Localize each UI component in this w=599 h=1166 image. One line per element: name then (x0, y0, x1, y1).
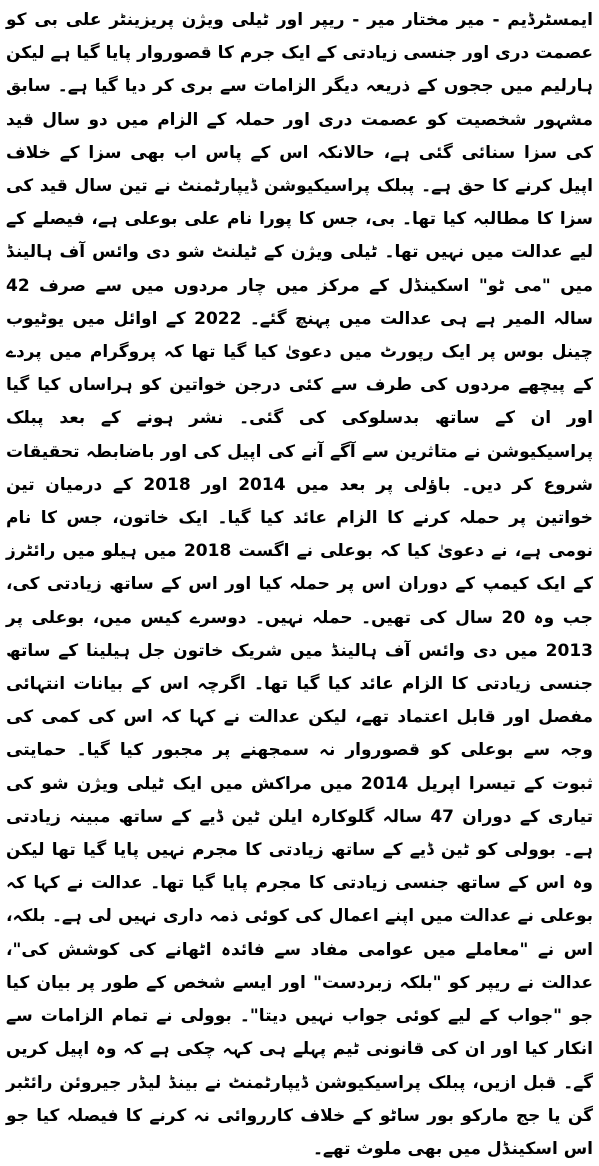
article-body-text: ایمسٹرڈیم - میر مختار میر - ریپر اور ٹیلی ویژن پریزینٹر علی بی کو عصمت دری اور جنسی زیادتی کے ایک جرم کا قصوروار پایا گیا ہے لیکن ہارلیم میں ججوں کے ذریعہ دیگر الزامات سے بری کر دیا گیا ہے۔ سابق مشہور شخصیت کو عصمت دری اور حملہ کے الزام میں دو سال قید کی سزا سنائی گئی ہے، حالانکہ اس کے پاس اب بھی سزا کے خلاف اپیل کرنے کا حق ہے۔ پبلک پراسیکیوشن ڈیپارٹمنٹ نے تین سال قید کی سزا کا مطالبہ کیا تھا۔ بی، جس کا پورا نام علی بوعلی ہے، فیصلے کے لیے عدالت میں نہیں تھا۔ ٹیلی ویژن کے ٹیلنٹ شو دی وائس آف ہالینڈ میں "می ٹو" اسکینڈل کے مرکز میں چار مردوں میں سے صرف 42 سالہ المیر ہے ہی عدالت میں پہنچ گئے۔ 2022 کے اوائل میں یوٹیوب چینل بوس پر ایک رپورٹ میں دعویٰ کیا گیا تھا کہ پروگرام میں پردے کے پیچھے مردوں کی طرف سے کئی درجن خواتین کو ہراساں کیا گیا اور ان کے ساتھ بدسلوکی کی گئی۔ نشر ہونے کے بعد پبلک پراسیکیوشن نے متاثرین سے آگے آنے کی اپیل کی اور باضابطہ تحقیقات شروع کر دیں۔ باؤلی پر بعد میں 2014 اور 2018 کے درمیان تین خواتین پر حملہ کرنے کا الزام عائد کیا گیا۔ ایک خاتون، جس کا نام نومی ہے، نے دعویٰ کیا کہ بوعلی نے اگست 2018 میں ہیلو میں رائٹرز کے ایک کیمپ کے دوران اس پر حملہ کیا اور اس کے ساتھ زیادتی کی، جب وہ 20 سال کی تھیں۔ حملہ نہیں۔ دوسرے کیس میں، بوعلی پر 2013 میں دی وائس آف ہالینڈ میں شریک خاتون جل ہیلینا کے ساتھ جنسی زیادتی کا الزام عائد کیا گیا تھا۔ اگرچہ اس کے بیانات انتہائی مفصل اور قابل اعتماد تھے، لیکن عدالت نے کہا کہ اس کی کمی کی وجہ سے بوعلی کو قصوروار نہ سمجھنے پر مجبور کیا گیا۔ حمایتی ثبوت کے تیسرا اپریل 2014 میں مراکش میں ایک ٹیلی ویژن شو کی تیاری کے دوران 47 سالہ گلوکارہ ایلن ٹین ڈیے کے ساتھ مبینہ زیادتی ہے۔ بوولی کو ٹین ڈیے کے ساتھ زیادتی کا مجرم نہیں پایا گیا تھا لیکن وہ اس کے ساتھ جنسی زیادتی کا مجرم پایا گیا تھا۔ عدالت نے کہا کہ بوعلی نے عدالت میں اپنے اعمال کی کوئی ذمہ داری نہیں لی ہے۔ بلکہ، اس نے "معاملے میں عوامی مفاد سے فائدہ اٹھانے کی کوشش کی"، عدالت نے ریپر کو "بلکہ زبردست" اور ایسے شخص کے طور پر بیان کیا جو "جواب کے لیے کوئی جواب نہیں دیتا"۔ بوولی نے تمام الزامات سے انکار کیا اور ان کی قانونی ٹیم پہلے ہی کہہ چکی ہے کہ وہ اپیل کریں گے۔ قبل ازیں، پبلک پراسیکیوشن ڈیپارٹمنٹ نے بینڈ لیڈر جیروئن رائٹبر گن یا جج مارکو بور ساٹو کے خلاف کارروائی نہ کرنے کا فیصلہ کیا جو اس اسکینڈل میں بھی ملوث تھے۔ (6, 10, 594, 1159)
